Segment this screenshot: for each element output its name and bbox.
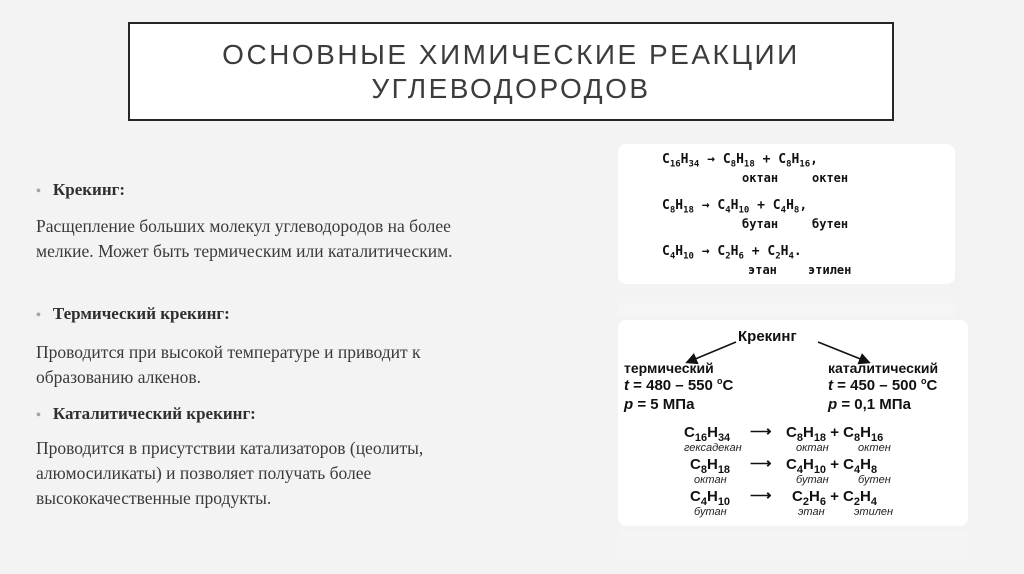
name-label: гексадекан	[684, 442, 742, 454]
arrow-icon: ⟶	[750, 487, 772, 504]
bullet-heading: Каталитический крекинг:	[52, 404, 256, 423]
bullet-text: Расщепление больших молекул углеводородов на более мелкие. Может быть термическим или каталитическим.	[36, 216, 453, 261]
scheme-reactant: $C_8H_{18}$	[690, 456, 731, 476]
title-box	[128, 22, 894, 121]
reactions-image	[618, 144, 955, 284]
catalytic-pressure: p = 0,1 МПа	[828, 396, 911, 413]
name-label: бутан	[742, 217, 779, 231]
cracking-scheme-image	[618, 320, 968, 526]
bullet-thermal	[36, 304, 230, 324]
name-label: октан	[742, 171, 779, 185]
equation-2: $C_8H_{18} \to C_4H_{10} + C_4H_8$,	[662, 198, 808, 216]
scheme-products: $C_8H_{18} + C_8H_{16}$	[786, 424, 884, 444]
scheme-products: $C_4H_{10} + C_4H_8$	[786, 456, 878, 476]
arrow-icon: ⟶	[750, 455, 772, 472]
scheme-products: $C_2H_6 + C_2H_4$	[792, 488, 877, 508]
name-label: октен	[812, 171, 849, 185]
catalytic-temperature: t = 450 – 500 $^o$C	[828, 376, 938, 394]
bullet-catalytic	[36, 404, 256, 424]
title-line-1: ОСНОВНЫЕ ХИМИЧЕСКИЕ РЕАКЦИИ	[222, 38, 800, 70]
equation-3: $C_4H_{10} \to C_2H_6 + C_2H_4$.	[662, 244, 802, 262]
name-label: бутан	[694, 506, 727, 518]
name-label: бутен	[858, 474, 891, 486]
bullet-dot-icon: •	[36, 308, 41, 323]
thermal-label: термический	[624, 360, 714, 376]
name-label: октен	[858, 442, 891, 454]
bullet-text: Проводится при высокой температуре и приводит к образованию алкенов.	[36, 342, 421, 387]
scheme-reactant: $C_4H_{10}$	[690, 488, 731, 508]
name-label: этилен	[808, 263, 852, 277]
bullet-heading: Крекинг:	[52, 180, 125, 199]
reflection	[618, 288, 955, 316]
catalytic-label: каталитический	[828, 360, 939, 376]
scheme-root: Крекинг	[738, 328, 797, 345]
equation-1: $C_{16}H_{34} \to C_8H_{18} + C_8H_{16}$,	[662, 152, 818, 170]
name-label: бутен	[812, 217, 849, 231]
reflection	[618, 530, 968, 574]
bullet-dot-icon: •	[36, 408, 41, 423]
title-line-2: УГЛЕВОДОРОДОВ	[371, 72, 651, 104]
name-label: октан	[796, 442, 829, 454]
thermal-pressure: p = 5 МПа	[624, 396, 695, 413]
name-label: этилен	[854, 506, 894, 518]
name-label: этан	[748, 263, 777, 277]
bullet-cracking	[36, 180, 125, 200]
name-label: октан	[694, 474, 727, 486]
bullet-heading: Термический крекинг:	[52, 304, 230, 323]
bullet-text: Проводится в присутствии катализаторов (цеолиты, алюмосиликаты) и позволяет получать более высококачественные продукты.	[36, 438, 424, 508]
scheme-reactant: $C_{16}H_{34}$	[684, 424, 731, 444]
name-label: этан	[798, 506, 825, 518]
arrow-icon: ⟶	[750, 423, 772, 440]
bullet-dot-icon: •	[36, 184, 41, 199]
thermal-temperature: t = 480 – 550 $^o$C	[624, 376, 734, 394]
name-label: бутан	[796, 474, 829, 486]
